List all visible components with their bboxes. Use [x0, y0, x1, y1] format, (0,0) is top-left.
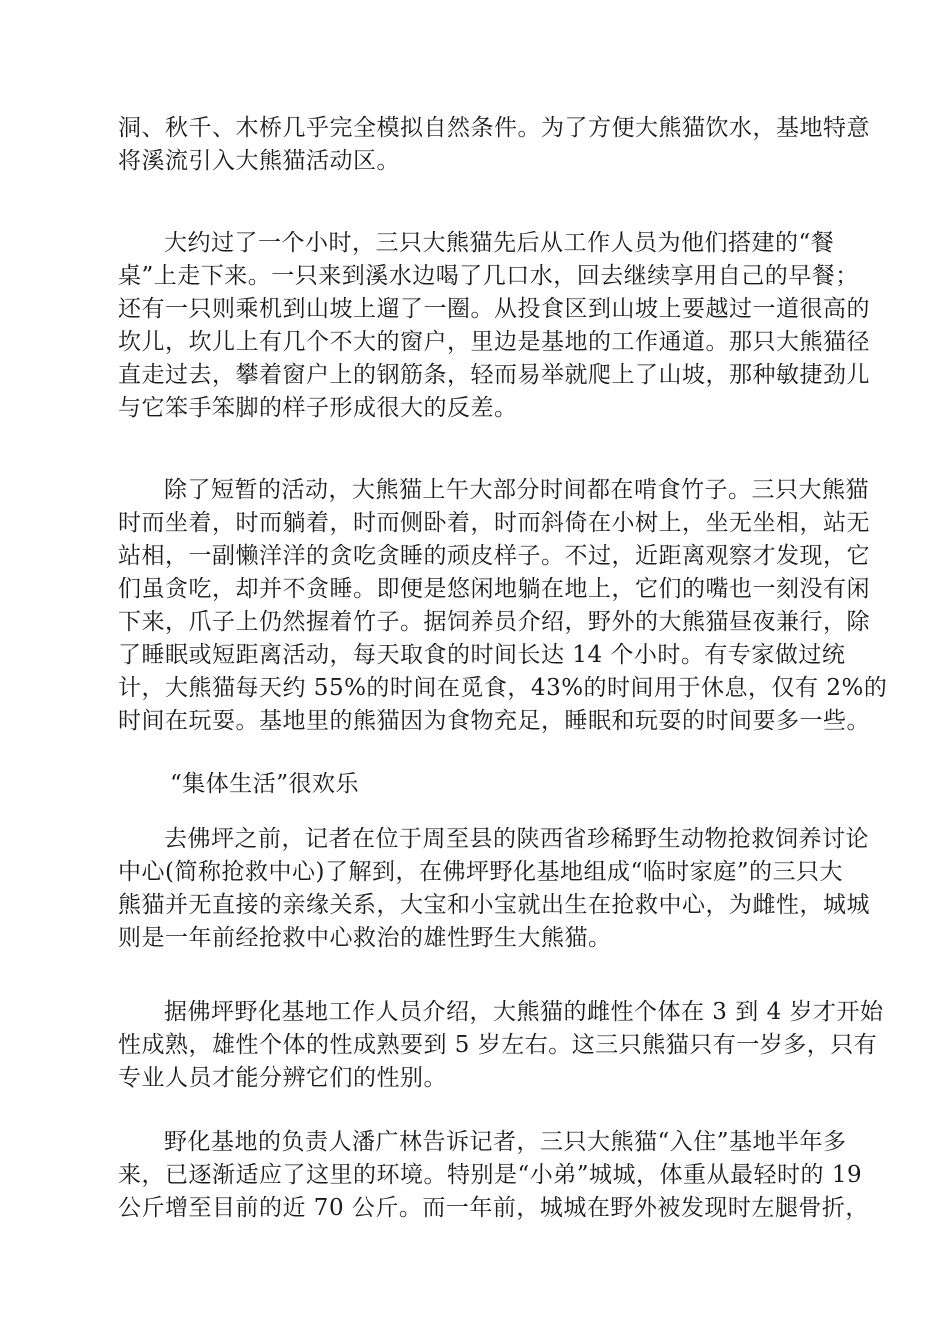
- text-line: 直走过去，攀着窗户上的钢筋条，轻而易举就爬上了山坡，那种敏捷劲儿: [118, 362, 870, 388]
- text-line: 桌”上走下来。一只来到溪水边喝了几口水，回去继续享用自己的早餐；: [118, 263, 859, 289]
- text-line: 坎儿，坎儿上有几个不大的窗户，里边是基地的工作通道。那只大熊猫径: [118, 329, 870, 355]
- text-line: 还有一只则乘机到山坡上遛了一圈。从投食区到山坡上要越过一道很高的: [118, 296, 870, 322]
- paragraph-pandas-leave-table: [118, 227, 870, 425]
- text-line: 与它笨手笨脚的样子形成很大的反差。: [118, 395, 518, 421]
- text-line: 去佛坪之前，记者在位于周至县的陕西省珍稀野生动物抢救饲养讨论: [164, 826, 869, 852]
- text-line: 熊猫并无直接的亲缘关系，大宝和小宝就出生在抢救中心，为雌性，城城: [118, 892, 870, 918]
- text-line: 站相，一副懒洋洋的贪吃贪睡的顽皮样子。不过，近距离观察才发现，它: [118, 543, 870, 569]
- paragraph-enclosure-conditions: [118, 112, 870, 178]
- section-heading-text: “集体生活”很欢乐: [170, 771, 360, 797]
- paragraph-eating-habits: [118, 474, 888, 738]
- text-line: 将溪流引入大熊猫活动区。: [118, 148, 400, 174]
- text-line: 时间在玩耍。基地里的熊猫因为食物充足，睡眠和玩耍的时间要多一些。: [118, 708, 870, 734]
- text-line: 洞、秋千、木桥几乎完全模拟自然条件。为了方便大熊猫饮水，基地特意: [118, 115, 870, 141]
- paragraph-base-manager: [118, 1126, 869, 1225]
- text-line: 则是一年前经抢救中心救治的雄性野生大熊猫。: [118, 925, 612, 951]
- text-line: 性成熟，雄性个体的性成熟要到 5 岁左右。这三只熊猫只有一岁多，只有: [118, 1032, 878, 1058]
- text-line: 来，已逐渐适应了这里的环境。特别是“小弟”城城，体重从最轻时的 19: [118, 1162, 863, 1188]
- paragraph-rescue-center: [118, 823, 870, 955]
- text-line: 们虽贪吃，却并不贪睡。即便是悠闲地躺在地上，它们的嘴也一刻没有闲: [118, 576, 870, 602]
- text-line: 除了短暂的活动，大熊猫上午大部分时间都在啃食竹子。三只大熊猫: [164, 477, 869, 503]
- text-line: 野化基地的负责人潘广林告诉记者，三只大熊猫“入住”基地半年多: [164, 1129, 847, 1155]
- text-line: 专业人员才能分辨它们的性别。: [118, 1065, 447, 1091]
- text-line: 公斤增至目前的近 70 公斤。而一年前，城城在野外被发现时左腿骨折，: [118, 1195, 869, 1221]
- text-line: 下来，爪子上仍然握着竹子。据饲养员介绍，野外的大熊猫昼夜兼行，除: [118, 609, 870, 635]
- text-line: 大约过了一个小时，三只大熊猫先后从工作人员为他们搭建的“餐: [164, 230, 835, 256]
- text-line: 了睡眠或短距离活动，每天取食的时间长达 14 个小时。有专家做过统: [118, 642, 846, 668]
- text-line: 计，大熊猫每天约 55%的时间在觅食，43%的时间用于休息，仅有 2%的: [118, 675, 888, 701]
- text-line: 时而坐着，时而躺着，时而侧卧着，时而斜倚在小树上，坐无坐相，站无: [118, 510, 870, 536]
- paragraph-maturity: [118, 996, 884, 1095]
- section-heading: [118, 768, 838, 801]
- text-line: 据佛坪野化基地工作人员介绍，大熊猫的雌性个体在 3 到 4 岁才开始: [164, 999, 884, 1025]
- text-line: 中心(简称抢救中心)了解到，在佛坪野化基地组成“临时家庭”的三只大: [118, 859, 843, 885]
